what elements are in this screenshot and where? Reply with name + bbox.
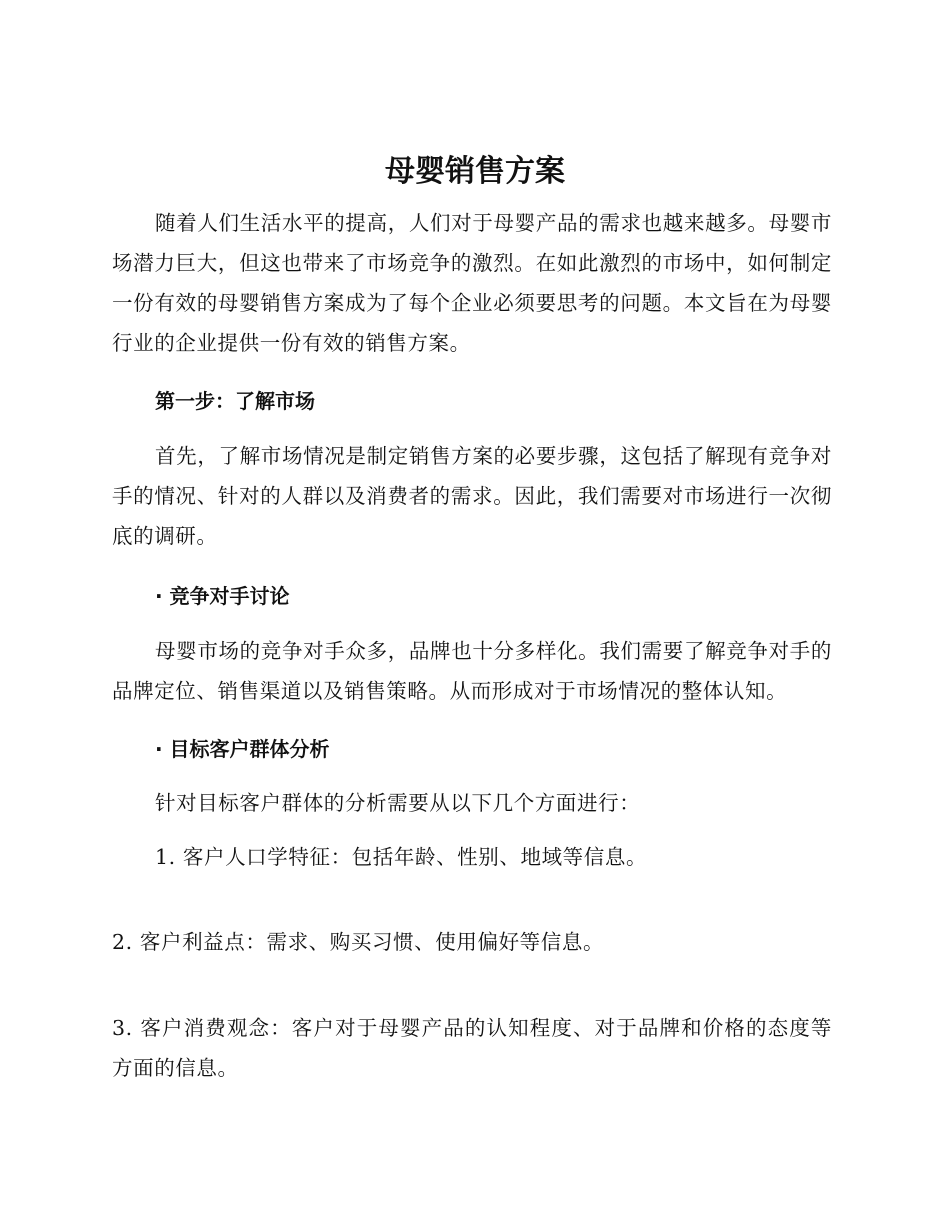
competitor-paragraph: 母婴市场的竞争对手众多，品牌也十分多样化。我们需要了解竞争对手的品牌定位、销售渠道以及销售策略。从而形成对于市场情况的整体认知。 <box>112 639 832 703</box>
list-item: 2. 客户利益点：需求、购买习惯、使用偏好等信息。 <box>112 930 605 954</box>
document-title: 母婴销售方案 <box>385 154 565 189</box>
step1-paragraph: 首先，了解市场情况是制定销售方案的必要步骤，这包括了解现有竞争对手的情况、针对的人群以及消费者的需求。因此，我们需要对市场进行一次彻底的调研。 <box>112 444 832 548</box>
target-paragraph: 针对目标客户群体的分析需要从以下几个方面进行： <box>155 791 641 815</box>
competitor-heading: · 竞争对手讨论 <box>155 584 290 608</box>
list-item: 1. 客户人口学特征：包括年龄、性别、地域等信息。 <box>155 845 648 869</box>
step1-heading: 第一步：了解市场 <box>155 389 315 413</box>
list-item: 3. 客户消费观念：客户对于母婴产品的认知程度、对于品牌和价格的态度等方面的信息。 <box>112 1016 832 1080</box>
intro-paragraph: 随着人们生活水平的提高，人们对于母婴产品的需求也越来越多。母婴市场潜力巨大，但这也带来了市场竞争的激烈。在如此激烈的市场中，如何制定一份有效的母婴销售方案成为了每个企业必须要思考的问题。本文旨在为母婴行业的企业提供一份有效的销售方案。 <box>112 211 832 355</box>
target-heading: · 目标客户群体分析 <box>155 737 330 761</box>
